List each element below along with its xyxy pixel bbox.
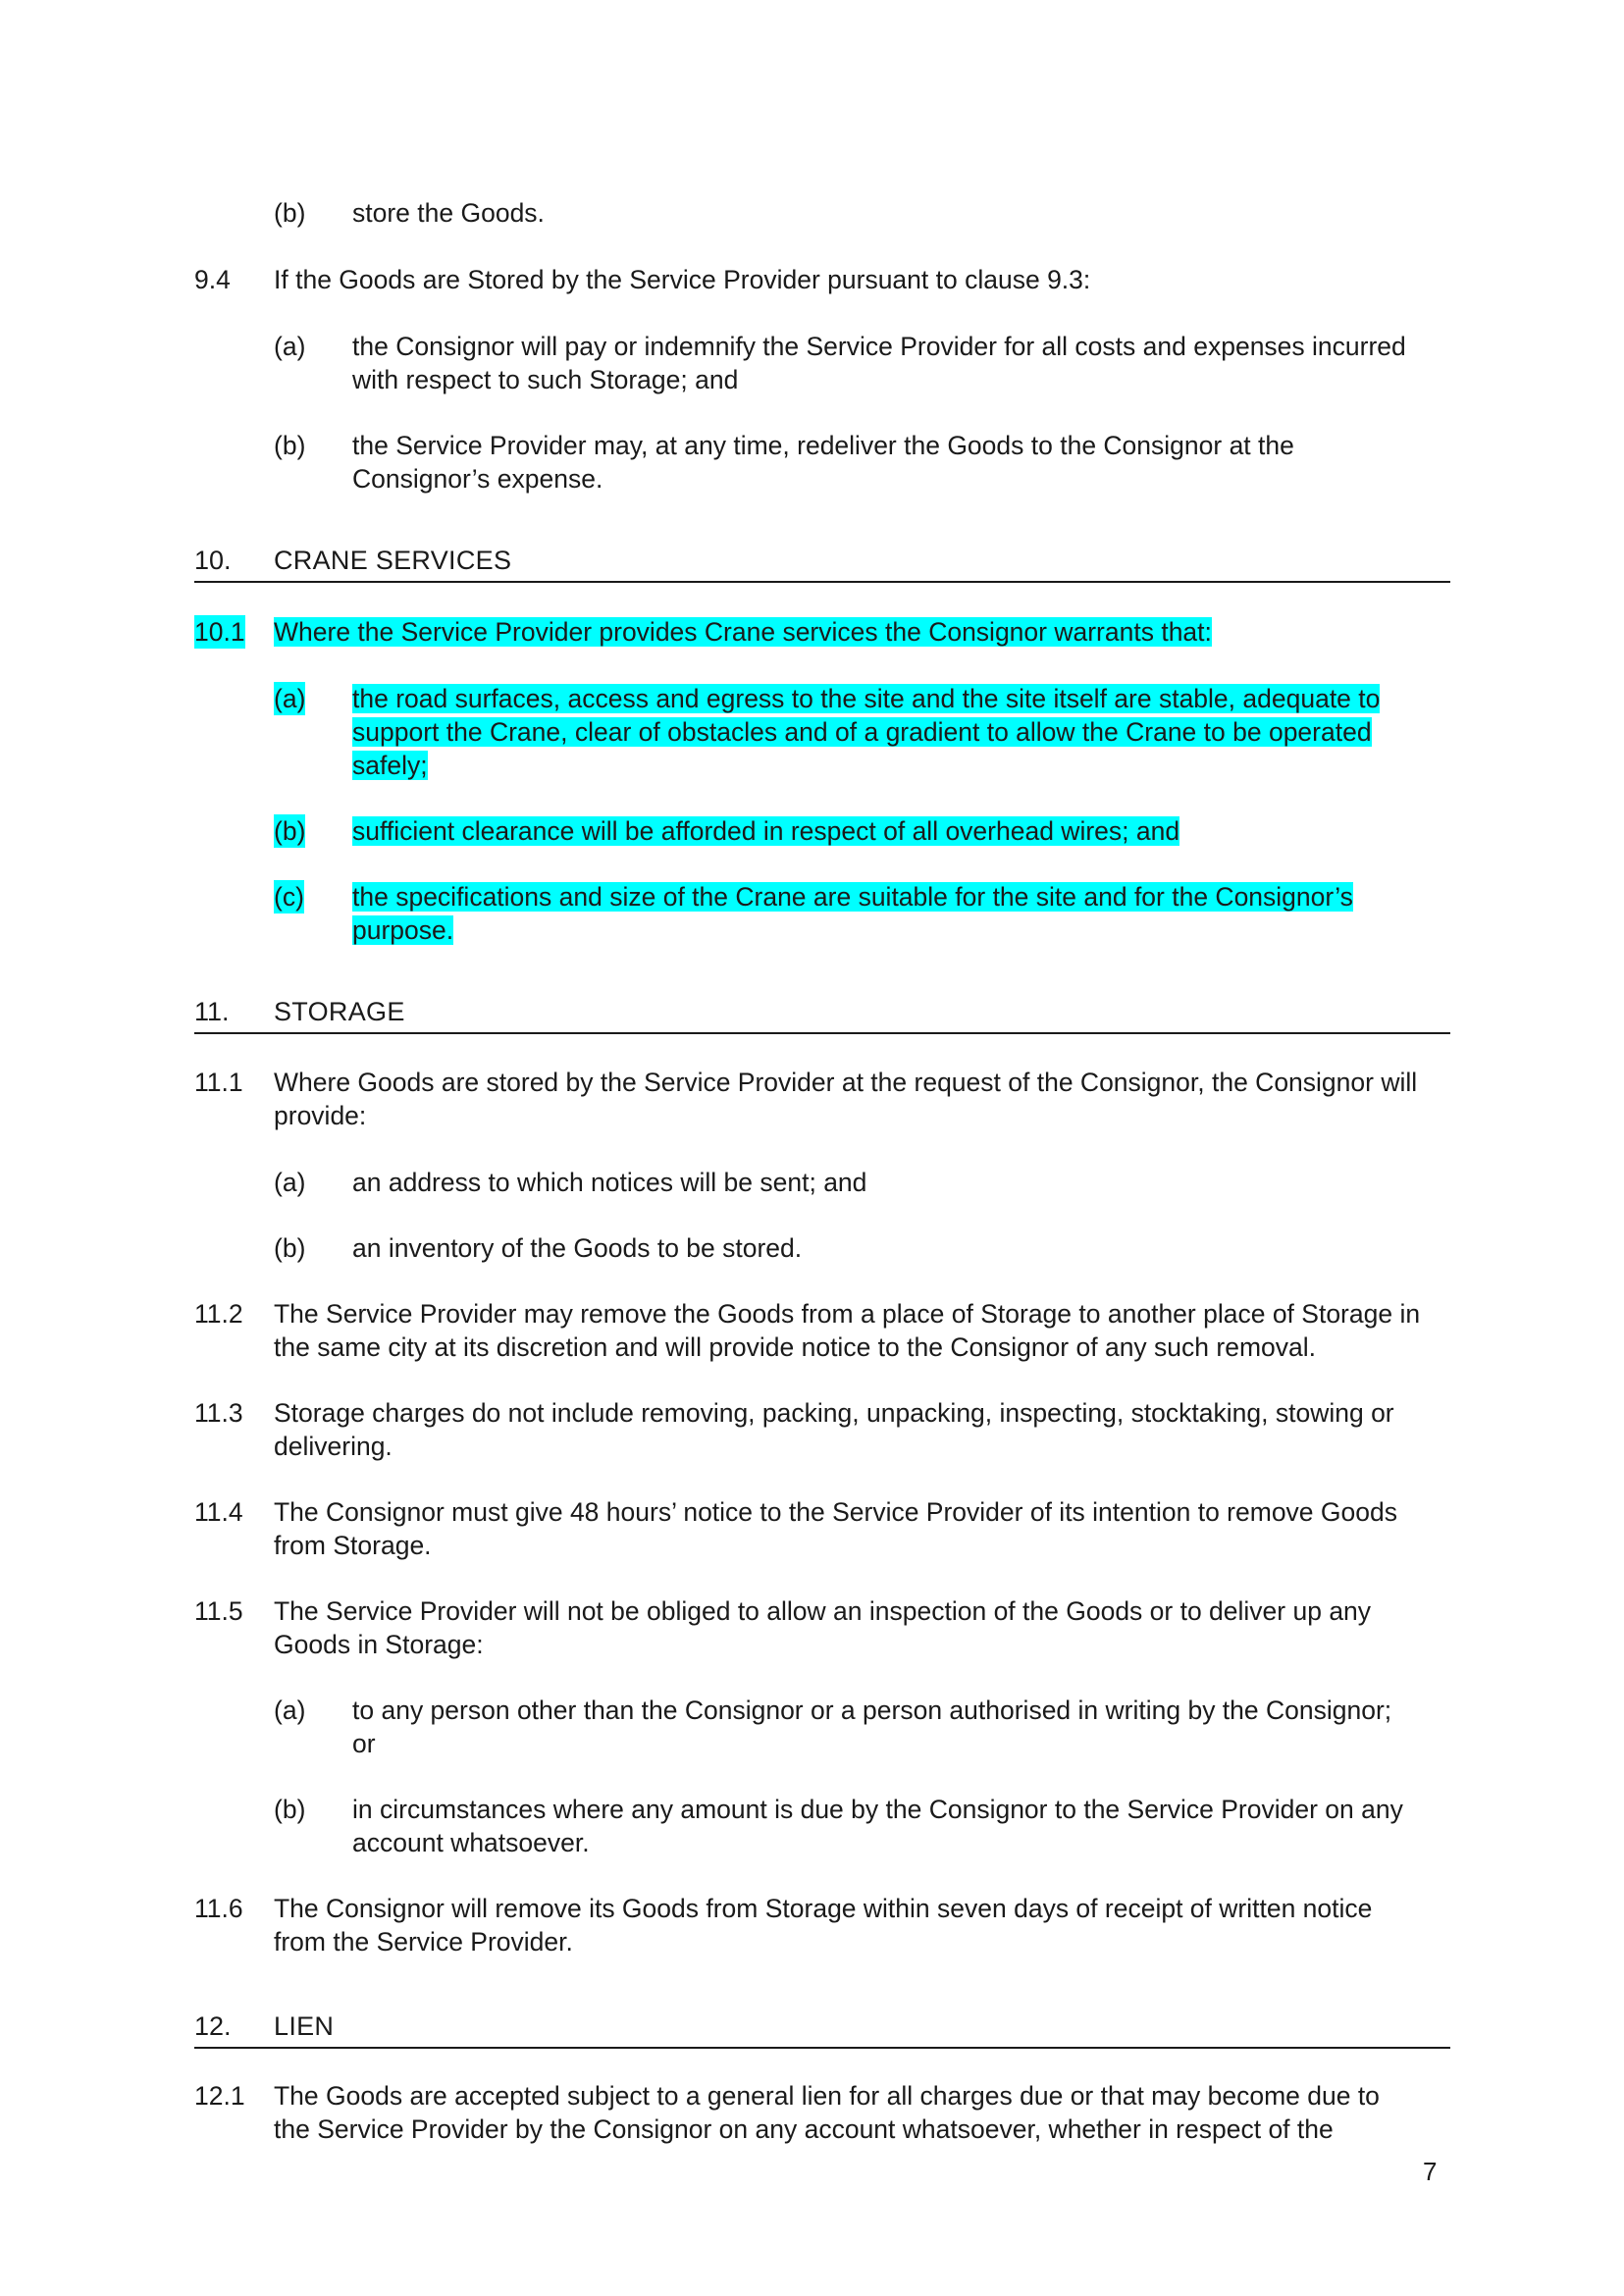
clause-text <box>274 1495 1451 1562</box>
clause-line: The Service Provider will not be obliged to allow an inspection of the Goods or to deliver up any <box>274 1596 1372 1626</box>
clause-line: The Goods are accepted subject to a general lien for all charges due or that may become due to <box>274 2081 1380 2111</box>
clause-number: (b) <box>274 816 306 846</box>
clause-line: from the Service Provider. <box>274 1927 573 1957</box>
clause-line: The Consignor will remove its Goods from Storage within seven days of receipt of written notice <box>274 1894 1373 1923</box>
clause-number: (c) <box>274 882 304 912</box>
clause-line: the same city at its discretion and will provide notice to the Consignor of any such removal. <box>274 1332 1316 1362</box>
clause-number: (a) <box>274 684 306 713</box>
clause-line: Where Goods are stored by the Service Provider at the request of the Consignor, the Consignor will <box>274 1068 1418 1097</box>
clause-line: safely; <box>352 751 428 780</box>
clause-line: The Consignor must give 48 hours’ notice to the Service Provider of its intention to remove Goods <box>274 1497 1397 1527</box>
clause-line: Goods in Storage: <box>274 1630 484 1659</box>
clause-number: 11.2 <box>194 1299 243 1329</box>
section-title: STORAGE <box>274 997 405 1026</box>
clause-line: purpose. <box>352 915 454 945</box>
section-heading-11 <box>194 995 1450 1034</box>
clause-line: Where the Service Provider provides Crane services the Consignor warrants that: <box>274 617 1212 647</box>
section-number: 12. <box>194 2011 232 2041</box>
clause-line: the road surfaces, access and egress to the site and the site itself are stable, adequate to <box>352 684 1381 713</box>
clause-line: in circumstances where any amount is due by the Consignor to the Service Provider on any <box>352 1795 1403 1824</box>
clause-text <box>352 330 1446 396</box>
section-heading-10 <box>194 544 1450 583</box>
section-title: CRANE SERVICES <box>274 546 512 575</box>
clause-line: or <box>352 1729 376 1758</box>
clause-text <box>274 1396 1451 1463</box>
clause-line: account whatsoever. <box>352 1828 590 1857</box>
clause-text <box>274 1594 1451 1661</box>
clause-text <box>352 196 1446 230</box>
clause-number: (a) <box>274 332 306 361</box>
clause-text <box>274 615 1451 649</box>
clause-line: with respect to such Storage; and <box>352 365 739 394</box>
clause-line: Storage charges do not include removing, packing, unpacking, inspecting, stocktaking, stowing or <box>274 1398 1394 1428</box>
clause-text <box>352 1166 1446 1199</box>
clause-number: (b) <box>274 431 306 460</box>
clause-text <box>274 1892 1451 1958</box>
clause-number: 11.4 <box>194 1497 243 1527</box>
clause-text <box>352 814 1446 848</box>
clause-number: 11.5 <box>194 1596 243 1626</box>
clause-text <box>352 1694 1446 1760</box>
clause-text <box>352 429 1446 496</box>
section-number: 11. <box>194 997 230 1026</box>
clause-line: delivering. <box>274 1432 393 1461</box>
clause-number: 11.6 <box>194 1894 243 1923</box>
section-title: LIEN <box>274 2011 335 2041</box>
clause-text <box>274 263 1451 296</box>
clause-text <box>274 2079 1451 2146</box>
clause-line: The Service Provider may remove the Goods from a place of Storage to another place of Storage in <box>274 1299 1421 1329</box>
clause-line: the specifications and size of the Crane are suitable for the site and for the Consignor’s <box>352 882 1353 912</box>
clause-line: the Consignor will pay or indemnify the Service Provider for all costs and expenses incurred <box>352 332 1406 361</box>
clause-text <box>352 682 1446 782</box>
clause-line: from Storage. <box>274 1531 432 1560</box>
clause-number: (b) <box>274 198 306 228</box>
clause-text <box>274 1297 1451 1364</box>
clause-text <box>352 1793 1446 1859</box>
page-number: 7 <box>1423 2157 1438 2186</box>
clause-line: sufficient clearance will be afforded in respect of all overhead wires; and <box>352 816 1180 846</box>
clause-text <box>352 880 1446 947</box>
clause-line: to any person other than the Consignor or a person authorised in writing by the Consignor; <box>352 1696 1392 1725</box>
clause-number: (a) <box>274 1168 306 1197</box>
clause-line: the Service Provider by the Consignor on any account whatsoever, whether in respect of the <box>274 2114 1334 2144</box>
clause-number: 9.4 <box>194 265 231 294</box>
clause-line: If the Goods are Stored by the Service Provider pursuant to clause 9.3: <box>274 265 1091 294</box>
clause-number: 11.1 <box>194 1068 243 1097</box>
clause-line: the Service Provider may, at any time, redeliver the Goods to the Consignor at the <box>352 431 1294 460</box>
clause-text <box>274 1066 1451 1132</box>
section-number: 10. <box>194 546 232 575</box>
clause-number: (b) <box>274 1795 306 1824</box>
section-heading-12 <box>194 2009 1450 2049</box>
clause-line: an address to which notices will be sent; and <box>352 1168 867 1197</box>
clause-number: 11.3 <box>194 1398 243 1428</box>
clause-number: (a) <box>274 1696 306 1725</box>
clause-number: (b) <box>274 1233 306 1263</box>
clause-number: 10.1 <box>194 617 245 647</box>
clause-text <box>352 1231 1446 1265</box>
clause-line: provide: <box>274 1101 367 1130</box>
clause-number: 12.1 <box>194 2081 245 2111</box>
clause-line: Consignor’s expense. <box>352 464 603 494</box>
clause-line: support the Crane, clear of obstacles and of a gradient to allow the Crane to be operated <box>352 717 1372 747</box>
clause-line: store the Goods. <box>352 198 545 228</box>
clause-line: an inventory of the Goods to be stored. <box>352 1233 803 1263</box>
